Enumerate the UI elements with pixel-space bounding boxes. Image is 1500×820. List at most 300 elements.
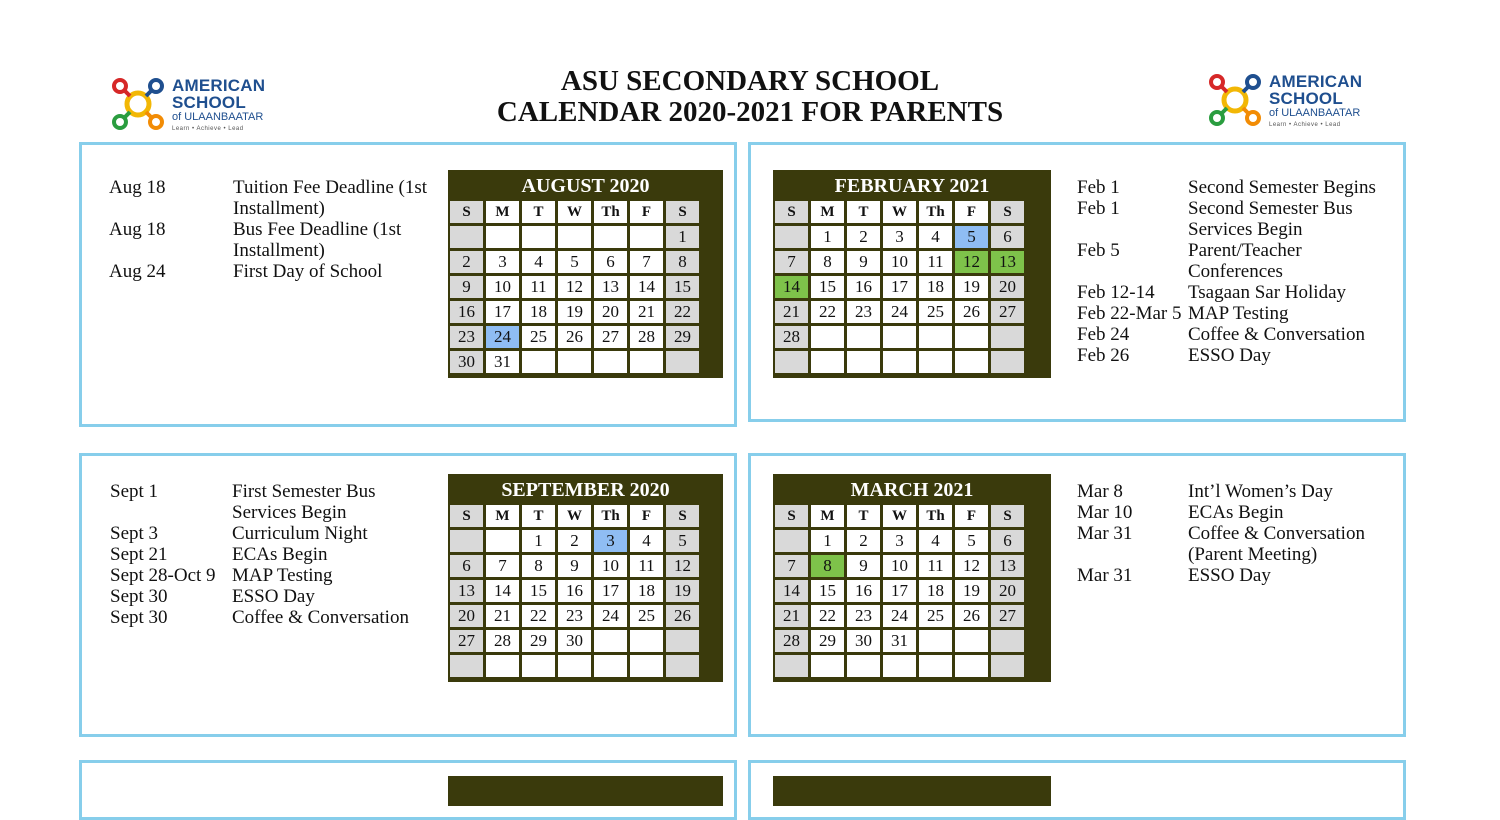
event-item: [109, 219, 433, 261]
logo-line3: of ULAANBAATAR: [172, 110, 264, 123]
calendar-day: 30: [450, 351, 483, 373]
calendar-day: 17: [486, 301, 519, 323]
calendar-day: 29: [811, 630, 844, 652]
calendar-next-right: [773, 776, 1051, 806]
event-date: Feb 5: [1077, 240, 1120, 261]
calendar-grid: [772, 502, 1027, 680]
logo-line1: AMERICAN: [172, 75, 266, 95]
calendar-empty-cell: [847, 326, 880, 348]
calendar-week-row: [450, 326, 699, 348]
calendar-day: 25: [522, 326, 555, 348]
calendar-day: 19: [558, 301, 591, 323]
calendar-empty-cell: [450, 530, 483, 552]
weekday-label: W: [883, 505, 916, 527]
calendar-empty-cell: [991, 351, 1024, 373]
event-item: [110, 481, 427, 523]
calendar-empty-cell: [594, 351, 627, 373]
calendar-day: 3: [486, 251, 519, 273]
calendar-empty-cell: [919, 326, 952, 348]
calendar-empty-cell: [558, 351, 591, 373]
event-description: Coffee & Conversation: [232, 607, 409, 628]
logo-tagline: Learn • Achieve • Lead: [172, 125, 244, 132]
calendar-next-left: [448, 776, 723, 806]
calendar-day: 22: [811, 605, 844, 627]
event-item: [1077, 523, 1398, 565]
calendar-day: 4: [919, 530, 952, 552]
calendar-empty-cell: [883, 326, 916, 348]
calendar-day: 3: [594, 530, 627, 552]
event-date: Aug 18: [109, 177, 166, 198]
calendar-day: 1: [811, 530, 844, 552]
weekday-label: T: [847, 201, 880, 223]
calendar-day: 4: [919, 226, 952, 248]
weekday-label: F: [955, 505, 988, 527]
weekday-label: M: [811, 505, 844, 527]
calendar-day: 5: [955, 226, 988, 248]
calendar-day: 21: [630, 301, 663, 323]
event-item: [1077, 282, 1398, 303]
event-item: [1077, 502, 1398, 523]
weekday-label: F: [630, 505, 663, 527]
logo-tagline: Learn • Achieve • Lead: [1269, 121, 1341, 128]
calendar-day: 18: [522, 301, 555, 323]
calendar-day: 10: [594, 555, 627, 577]
logo-line2: SCHOOL: [1269, 88, 1343, 108]
calendar-empty-cell: [847, 351, 880, 373]
calendar-empty-cell: [522, 226, 555, 248]
calendar-day: 2: [450, 251, 483, 273]
event-date: Feb 1: [1077, 198, 1120, 219]
weekday-label: S: [666, 505, 699, 527]
calendar-day: 3: [883, 226, 916, 248]
calendar-day: 19: [666, 580, 699, 602]
weekday-label: S: [991, 201, 1024, 223]
event-item: [1077, 481, 1398, 502]
event-date: Sept 21: [110, 544, 168, 565]
calendar-day: 5: [955, 530, 988, 552]
calendar-title: SEPTEMBER 2020: [501, 479, 670, 501]
calendar-week-row: [775, 301, 1024, 323]
event-date: Feb 26: [1077, 345, 1130, 366]
calendar-empty-cell: [955, 630, 988, 652]
calendar-week-row: [450, 301, 699, 323]
calendar-day: 31: [486, 351, 519, 373]
calendar-day: 9: [558, 555, 591, 577]
calendar-day: 16: [847, 276, 880, 298]
calendar-day: 20: [594, 301, 627, 323]
calendar-empty-cell: [630, 351, 663, 373]
calendar-day: 14: [486, 580, 519, 602]
calendar-empty-cell: [594, 655, 627, 677]
calendar-week-row: [775, 555, 1024, 577]
calendar-empty-cell: [630, 655, 663, 677]
calendar-day: 21: [486, 605, 519, 627]
event-description: First Semester Bus Services Begin: [232, 481, 376, 523]
calendar-day: 30: [558, 630, 591, 652]
calendar-week-row: [775, 580, 1024, 602]
calendar-empty-cell: [955, 655, 988, 677]
calendar-september-2020: [448, 474, 723, 682]
calendar-day: 15: [522, 580, 555, 602]
calendar-empty-cell: [883, 655, 916, 677]
calendar-empty-cell: [594, 226, 627, 248]
calendar-march-2021: [773, 474, 1051, 682]
calendar-day: 15: [666, 276, 699, 298]
weekday-label: T: [847, 505, 880, 527]
calendar-day: 16: [450, 301, 483, 323]
event-date: Mar 8: [1077, 481, 1123, 502]
calendar-day: 2: [847, 226, 880, 248]
event-description: Tuition Fee Deadline (1st Installment): [233, 177, 428, 219]
calendar-day: 8: [811, 555, 844, 577]
weekday-label: Th: [594, 201, 627, 223]
calendar-day: 5: [666, 530, 699, 552]
calendar-day: 7: [486, 555, 519, 577]
event-description: Int’l Women’s Day: [1188, 481, 1333, 502]
calendar-day: 18: [630, 580, 663, 602]
event-description: Second Semester Begins: [1188, 177, 1376, 198]
calendar-day: 19: [955, 580, 988, 602]
calendar-day: 6: [991, 530, 1024, 552]
calendar-day: 9: [847, 555, 880, 577]
calendar-title: MARCH 2021: [850, 479, 974, 501]
weekday-label: S: [775, 201, 808, 223]
event-date: Sept 1: [110, 481, 159, 502]
calendar-day: 23: [558, 605, 591, 627]
calendar-week-row: [450, 580, 699, 602]
event-date: Aug 18: [109, 219, 166, 240]
calendar-empty-cell: [811, 326, 844, 348]
calendar-day: 19: [955, 276, 988, 298]
calendar-day: 30: [847, 630, 880, 652]
logo-line2: SCHOOL: [172, 92, 246, 112]
calendar-day: 25: [919, 605, 952, 627]
calendar-empty-cell: [558, 226, 591, 248]
page-title-line2: CALENDAR 2020-2021 FOR PARENTS: [496, 96, 1004, 128]
event-description: ESSO Day: [232, 586, 315, 607]
event-description: Bus Fee Deadline (1st Installment): [233, 219, 402, 261]
calendar-day: 13: [450, 580, 483, 602]
calendar-day: 6: [991, 226, 1024, 248]
events-march: [1077, 481, 1398, 586]
weekday-label: F: [630, 201, 663, 223]
event-description: Tsagaan Sar Holiday: [1188, 282, 1347, 303]
calendar-day: 10: [883, 555, 916, 577]
event-item: [1077, 240, 1398, 282]
calendar-empty-cell: [522, 351, 555, 373]
calendar-day: 22: [522, 605, 555, 627]
calendar-day: 21: [775, 301, 808, 323]
event-item: [110, 586, 427, 607]
calendar-day: 13: [991, 555, 1024, 577]
weekday-header-row: [775, 505, 1024, 527]
calendar-day: 17: [883, 580, 916, 602]
weekday-label: F: [955, 201, 988, 223]
calendar-day: 11: [919, 251, 952, 273]
event-item: [1077, 177, 1398, 198]
calendar-day: 13: [991, 251, 1024, 273]
calendar-empty-cell: [991, 655, 1024, 677]
calendar-day: 27: [450, 630, 483, 652]
calendar-day: 14: [775, 580, 808, 602]
event-date: Sept 30: [110, 586, 168, 607]
calendar-title: FEBRUARY 2021: [834, 175, 990, 197]
event-description: ECAs Begin: [232, 544, 328, 565]
event-date: Feb 1: [1077, 177, 1120, 198]
calendar-day: 24: [883, 605, 916, 627]
event-item: [1077, 324, 1398, 345]
calendar-day: 26: [955, 605, 988, 627]
calendar-day: 29: [522, 630, 555, 652]
calendar-august-2020: [448, 170, 723, 378]
weekday-label: S: [666, 201, 699, 223]
event-item: [109, 177, 433, 219]
calendar-day: 26: [558, 326, 591, 348]
calendar-day: 11: [919, 555, 952, 577]
calendar-day: 3: [883, 530, 916, 552]
event-item: [1077, 303, 1398, 324]
event-description: MAP Testing: [232, 565, 333, 586]
calendar-day: 1: [811, 226, 844, 248]
calendar-day: 9: [450, 276, 483, 298]
calendar-day: 7: [775, 251, 808, 273]
calendar-day: 2: [847, 530, 880, 552]
calendar-day: 1: [666, 226, 699, 248]
event-item: [110, 565, 427, 586]
calendar-empty-cell: [486, 655, 519, 677]
calendar-day: 23: [847, 605, 880, 627]
calendar-day: 14: [630, 276, 663, 298]
calendar-week-row: [450, 555, 699, 577]
event-description: Coffee & Conversation: [1188, 324, 1365, 345]
calendar-day: 4: [522, 251, 555, 273]
calendar-empty-cell: [594, 630, 627, 652]
calendar-day: 8: [811, 251, 844, 273]
calendar-empty-cell: [955, 326, 988, 348]
calendar-day: 29: [666, 326, 699, 348]
calendar-day: 12: [558, 276, 591, 298]
calendar-empty-cell: [558, 655, 591, 677]
calendar-day: 27: [991, 605, 1024, 627]
calendar-week-row: [775, 605, 1024, 627]
calendar-day: 21: [775, 605, 808, 627]
weekday-label: S: [450, 201, 483, 223]
calendar-grid: [447, 198, 702, 376]
weekday-header-row: [450, 505, 699, 527]
calendar-week-row: [775, 226, 1024, 248]
calendar-day: 25: [919, 301, 952, 323]
calendar-day: 17: [594, 580, 627, 602]
calendar-empty-cell: [486, 530, 519, 552]
calendar-day: 22: [666, 301, 699, 323]
event-description: ECAs Begin: [1188, 502, 1284, 523]
calendar-day: 27: [594, 326, 627, 348]
event-date: Feb 12-14: [1077, 282, 1155, 303]
calendar-week-row: [775, 251, 1024, 273]
logo-line1: AMERICAN: [1269, 71, 1363, 91]
calendar-week-row: [450, 530, 699, 552]
calendar-day: 25: [630, 605, 663, 627]
calendar-day: 7: [775, 555, 808, 577]
calendar-empty-cell: [486, 226, 519, 248]
calendar-day: 26: [666, 605, 699, 627]
event-date: Aug 24: [109, 261, 166, 282]
calendar-title: AUGUST 2020: [521, 175, 650, 197]
calendar-february-2021: [773, 170, 1051, 378]
weekday-label: Th: [919, 201, 952, 223]
calendar-empty-cell: [666, 351, 699, 373]
weekday-label: S: [991, 505, 1024, 527]
calendar-empty-cell: [630, 226, 663, 248]
weekday-label: W: [883, 201, 916, 223]
event-date: Feb 24: [1077, 324, 1130, 345]
event-date: Mar 31: [1077, 523, 1133, 544]
calendar-day: 16: [847, 580, 880, 602]
calendar-week-row: [450, 630, 699, 652]
weekday-label: Th: [919, 505, 952, 527]
calendar-empty-cell: [775, 530, 808, 552]
calendar-day: 31: [883, 630, 916, 652]
calendar-empty-cell: [919, 630, 952, 652]
events-february: [1077, 177, 1398, 366]
calendar-day: 20: [450, 605, 483, 627]
calendar-empty-cell: [775, 655, 808, 677]
calendar-week-row: [775, 276, 1024, 298]
calendar-day: 20: [991, 276, 1024, 298]
calendar-day: 9: [847, 251, 880, 273]
event-date: Sept 28-Oct 9: [110, 565, 216, 586]
weekday-label: T: [522, 505, 555, 527]
weekday-label: S: [450, 505, 483, 527]
calendar-day: 8: [522, 555, 555, 577]
calendar-week-row: [450, 276, 699, 298]
calendar-grid: [447, 502, 702, 680]
calendar-day: 6: [450, 555, 483, 577]
calendar-empty-cell: [630, 630, 663, 652]
event-item: [1077, 345, 1398, 366]
calendar-day: 10: [883, 251, 916, 273]
calendar-week-row: [450, 226, 699, 248]
event-description: Curriculum Night: [232, 523, 368, 544]
calendar-day: 8: [666, 251, 699, 273]
calendar-week-row: [450, 655, 699, 677]
calendar-empty-cell: [775, 226, 808, 248]
event-description: First Day of School: [233, 261, 383, 282]
event-item: [110, 544, 427, 565]
weekday-label: S: [775, 505, 808, 527]
calendar-empty-cell: [919, 655, 952, 677]
calendar-week-row: [775, 351, 1024, 373]
weekday-header-row: [775, 201, 1024, 223]
calendar-empty-cell: [522, 655, 555, 677]
calendar-empty-cell: [450, 226, 483, 248]
calendar-day: 28: [775, 326, 808, 348]
event-description: Second Semester Bus Services Begin: [1188, 198, 1353, 240]
calendar-empty-cell: [666, 630, 699, 652]
calendar-week-row: [775, 655, 1024, 677]
events-september: [110, 481, 427, 628]
calendar-day: 5: [558, 251, 591, 273]
calendar-week-row: [450, 351, 699, 373]
weekday-header-row: [450, 201, 699, 223]
weekday-label: Th: [594, 505, 627, 527]
calendar-grid: [772, 198, 1027, 376]
weekday-label: W: [558, 505, 591, 527]
calendar-day: 12: [666, 555, 699, 577]
event-description: ESSO Day: [1188, 345, 1271, 366]
calendar-empty-cell: [991, 326, 1024, 348]
calendar-week-row: [775, 326, 1024, 348]
calendar-week-row: [450, 251, 699, 273]
calendar-week-row: [450, 605, 699, 627]
calendar-empty-cell: [991, 630, 1024, 652]
calendar-day: 7: [630, 251, 663, 273]
calendar-day: 20: [991, 580, 1024, 602]
page-title: [0, 66, 1500, 128]
calendar-day: 11: [630, 555, 663, 577]
calendar-day: 11: [522, 276, 555, 298]
event-date: Sept 3: [110, 523, 159, 544]
event-item: [110, 523, 427, 544]
calendar-day: 24: [486, 326, 519, 348]
calendar-day: 28: [775, 630, 808, 652]
calendar-day: 22: [811, 301, 844, 323]
events-august: [109, 177, 433, 282]
event-date: Mar 31: [1077, 565, 1133, 586]
calendar-day: 2: [558, 530, 591, 552]
calendar-empty-cell: [883, 351, 916, 373]
weekday-label: M: [811, 201, 844, 223]
calendar-empty-cell: [666, 655, 699, 677]
event-date: Mar 10: [1077, 502, 1133, 523]
calendar-empty-cell: [450, 655, 483, 677]
calendar-empty-cell: [811, 655, 844, 677]
logo-line3: of ULAANBAATAR: [1269, 106, 1361, 119]
page-title-line1: ASU SECONDARY SCHOOL: [560, 65, 940, 97]
calendar-day: 12: [955, 555, 988, 577]
weekday-label: M: [486, 201, 519, 223]
calendar-day: 23: [450, 326, 483, 348]
calendar-day: 16: [558, 580, 591, 602]
calendar-day: 12: [955, 251, 988, 273]
calendar-day: 28: [630, 326, 663, 348]
calendar-day: 13: [594, 276, 627, 298]
calendar-week-row: [775, 530, 1024, 552]
weekday-label: W: [558, 201, 591, 223]
calendar-week-row: [775, 630, 1024, 652]
calendar-day: 18: [919, 580, 952, 602]
event-description: MAP Testing: [1188, 303, 1289, 324]
calendar-day: 4: [630, 530, 663, 552]
event-item: [109, 261, 433, 282]
calendar-empty-cell: [955, 351, 988, 373]
calendar-day: 15: [811, 580, 844, 602]
calendar-empty-cell: [775, 351, 808, 373]
calendar-day: 14: [775, 276, 808, 298]
calendar-day: 28: [486, 630, 519, 652]
event-description: ESSO Day: [1188, 565, 1271, 586]
calendar-day: 10: [486, 276, 519, 298]
event-date: Feb 22-Mar 5: [1077, 303, 1182, 324]
calendar-day: 24: [883, 301, 916, 323]
calendar-day: 23: [847, 301, 880, 323]
calendar-day: 6: [594, 251, 627, 273]
calendar-day: 17: [883, 276, 916, 298]
event-description: Coffee & Conversation (Parent Meeting): [1188, 523, 1365, 565]
calendar-day: 27: [991, 301, 1024, 323]
calendar-day: 24: [594, 605, 627, 627]
weekday-label: M: [486, 505, 519, 527]
